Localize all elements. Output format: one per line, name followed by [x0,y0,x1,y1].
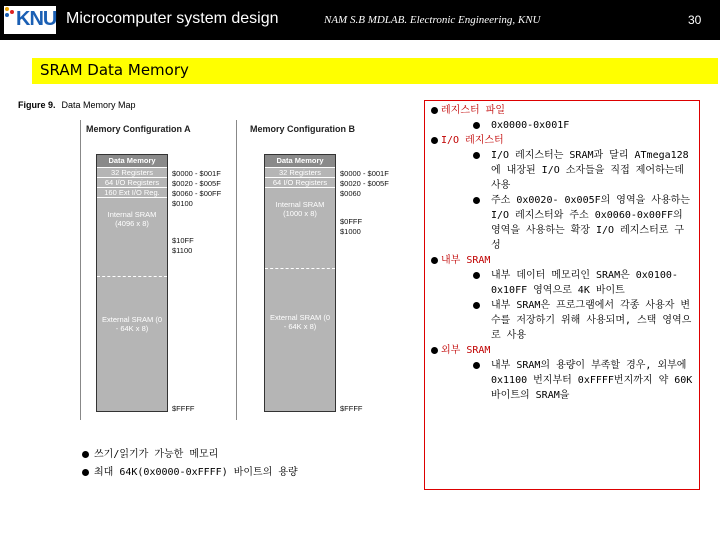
list-item [429,268,693,298]
bullet-icon [473,362,480,369]
block-row: Internal SRAM (4096 x 8) [107,210,159,228]
bullet-icon [82,469,89,476]
bullet-icon [473,122,480,129]
block-row: 32 Registers [97,168,167,178]
logo-mark-icon [4,6,16,18]
list-item [429,103,693,118]
course-title: Microcomputer system design [66,10,279,27]
description-box [424,100,700,490]
description-list [429,103,693,403]
config-a-heading: Memory Configuration A [86,124,191,134]
list-item-text: I/O 레지스터 [441,135,504,146]
address-label: $0FFF [340,217,363,226]
address-label: $0000 - $001F [340,169,389,178]
address-label: $FFFF [172,404,195,413]
list-item [82,446,298,464]
address-label: $0020 - $005F [340,179,389,188]
list-item-text: 레지스터 파일 [441,105,505,116]
list-item-text: 내부 SRAM [441,255,491,266]
logo-text: KNU [16,8,57,30]
lab-name: NAM S.B MDLAB. Electronic Engineering, KNU [324,14,541,26]
config-b-memory-block [264,154,336,412]
divider-line [236,120,237,420]
block-row: 32 Registers [265,168,335,178]
config-a-memory-block [96,154,168,412]
memory-map-figure [18,100,418,440]
figure-title: Data Memory Map [61,100,136,110]
address-label: $0020 - $005F [172,179,221,188]
list-item-text: 외부 SRAM [441,345,491,356]
address-label: $0060 - $00FF [172,189,222,198]
block-row: Internal SRAM (1000 x 8) [275,200,325,218]
block-divider [97,275,167,277]
list-item [429,193,693,253]
address-label: $1000 [340,227,361,236]
bullet-icon [473,272,480,279]
bullet-icon [431,347,438,354]
bullet-icon [473,197,480,204]
list-item-text: I/O 레지스터는 SRAM과 달리 ATmega128에 내장된 I/O 소자들을 직접 제어하는데 사용 [491,150,689,191]
list-item [429,358,693,403]
slide-header [0,0,720,40]
list-item [429,118,693,133]
list-item [429,133,693,148]
address-label: $FFFF [340,404,363,413]
university-logo [4,6,56,34]
block-row: 64 I/O Registers [97,178,167,188]
left-bullet-list [82,446,298,482]
address-label: $1100 [172,246,193,255]
list-item-text: 주소 0x0020- 0x005F의 영역을 사용하는 I/O 레지스터와 주소 0x0060-0x00FF의 영역을 사용하는 확장 I/O 레지스터로 구성 [491,195,690,251]
list-item-text: 내부 데이터 메모리인 SRAM은 0x0100-0x10FF 영역으로 4K 바이트 [491,270,678,296]
figure-number: Figure 9. [18,100,56,110]
config-b-heading: Memory Configuration B [250,124,355,134]
slide-title: SRAM Data Memory [40,61,189,79]
address-label: $0100 [172,199,193,208]
list-item [82,464,298,482]
title-bar [32,58,718,84]
bullet-icon [431,107,438,114]
block-row: 160 Ext I/O Reg. [97,188,167,198]
bullet-icon [473,302,480,309]
bullet-icon [431,257,438,264]
figure-caption [18,100,136,110]
list-item-text: 내부 SRAM의 용량이 부족할 경우, 외부에 0x1100 번지부터 0xFFFF번지까지 약 60K 바이트의 SRAM을 [491,360,693,401]
list-item [429,148,693,193]
bullet-icon [473,152,480,159]
bullet-icon [82,451,89,458]
list-item [429,298,693,343]
address-label: $10FF [172,236,194,245]
block-header: Data Memory [265,155,335,168]
block-divider [265,267,335,269]
list-item [429,343,693,358]
address-label: $0000 - $001F [172,169,221,178]
block-header: Data Memory [97,155,167,168]
list-item-text: 쓰기/읽기가 가능한 메모리 [94,449,219,460]
list-item-text: 최대 64K(0x0000-0xFFFF) 바이트의 용량 [94,467,298,478]
list-item-text: 0x0000-0x001F [491,120,570,131]
bullet-icon [431,137,438,144]
list-item-text: 내부 SRAM은 프로그램에서 각종 사용자 변수를 저장하기 위해 사용되며, 스택 영역으로 사용 [491,300,692,341]
page-number: 30 [688,13,702,27]
divider-line [80,120,81,420]
address-label: $0060 [340,189,361,198]
block-row: 64 I/O Registers [265,178,335,188]
list-item [429,253,693,268]
block-row: External SRAM (0 - 64K x 8) [101,315,163,333]
block-row: External SRAM (0 - 64K x 8) [269,313,331,331]
